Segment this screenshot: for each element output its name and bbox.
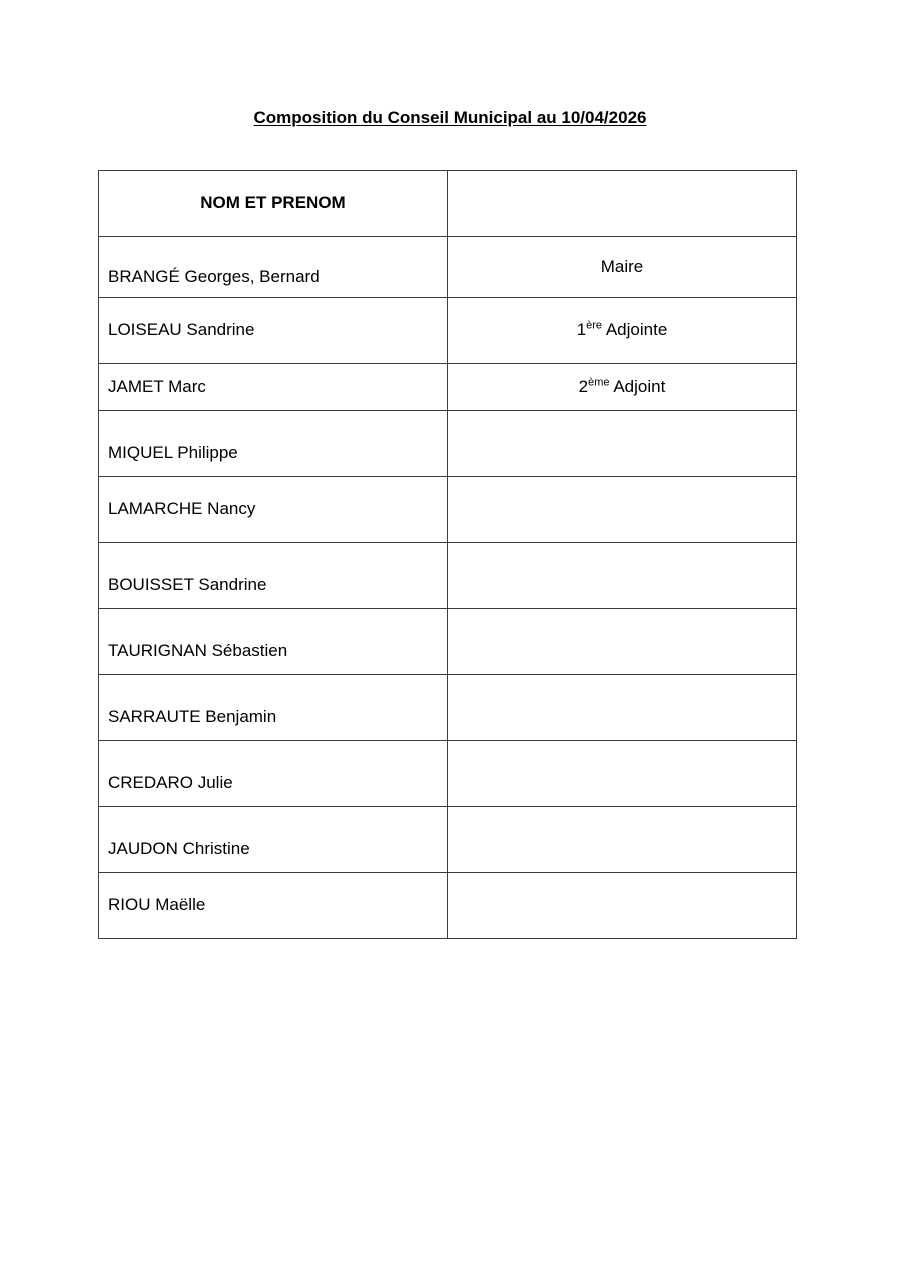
member-name: LAMARCHE Nancy [108,499,256,518]
name-cell [99,411,448,477]
role-cell [448,237,797,298]
role-cell [448,609,797,675]
member-name: RIOU Maëlle [108,895,206,914]
role-cell [448,807,797,873]
document-title: Composition du Conseil Municipal au 10/04/2026 [253,108,647,127]
member-name: MIQUEL Philippe [108,443,238,462]
member-name: SARRAUTE Benjamin [108,707,277,726]
role-cell [448,675,797,741]
role-cell [448,741,797,807]
name-cell [99,364,448,411]
name-cell [99,543,448,609]
member-name: JAUDON Christine [108,839,250,858]
header-cell-role [448,171,797,237]
role-cell [448,411,797,477]
member-role: Maire [600,257,644,276]
role-cell [448,364,797,411]
table-row [99,873,797,939]
table-row [99,543,797,609]
role-cell [448,543,797,609]
table-row [99,364,797,411]
member-name: TAURIGNAN Sébastien [108,641,288,660]
name-cell [99,237,448,298]
name-cell [99,477,448,543]
name-cell [99,873,448,939]
table-row [99,807,797,873]
name-cell [99,298,448,364]
member-name: JAMET Marc [108,377,206,396]
name-cell [99,741,448,807]
table-row [99,609,797,675]
table-row [99,411,797,477]
member-name: CREDARO Julie [108,773,233,792]
table-row [99,237,797,298]
name-cell [99,807,448,873]
table-row [99,298,797,364]
role-cell [448,298,797,364]
table-row [99,675,797,741]
member-name: BOUISSET Sandrine [108,575,267,594]
role-cell [448,873,797,939]
member-name: LOISEAU Sandrine [108,320,255,339]
role-cell [448,477,797,543]
council-table [98,170,797,939]
table-row [99,477,797,543]
member-role: 2ème Adjoint [578,376,666,396]
header-name-label: NOM ET PRENOM [200,193,346,212]
name-cell [99,675,448,741]
header-cell-name [99,171,448,237]
member-name: BRANGÉ Georges, Bernard [108,267,320,286]
member-role: 1ère Adjointe [576,319,668,339]
table-row [99,741,797,807]
table-header-row [99,171,797,237]
name-cell [99,609,448,675]
